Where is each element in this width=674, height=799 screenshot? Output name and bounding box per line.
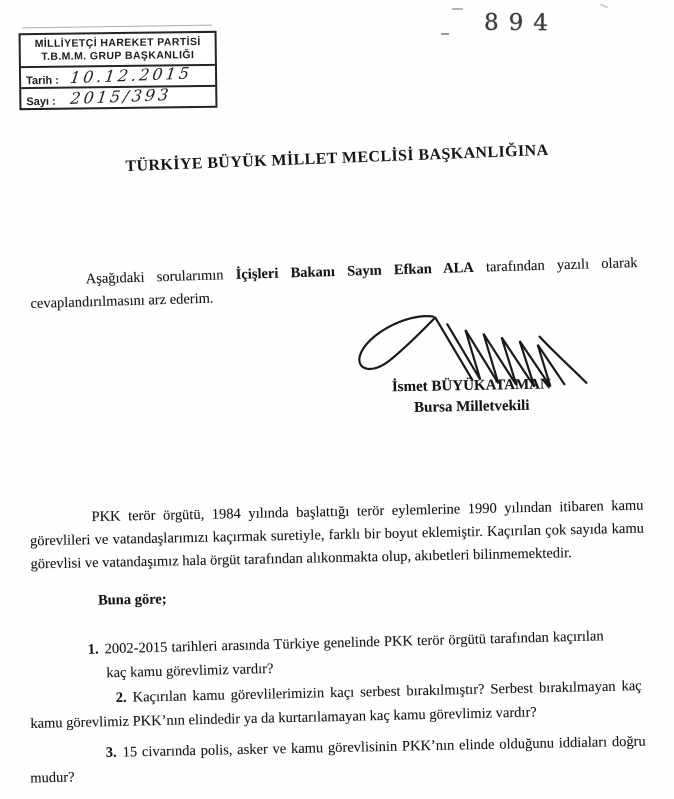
page-number-stamp: 894 xyxy=(483,9,558,37)
question-item-3 xyxy=(30,729,647,790)
intro-text-before: Aşağıdaki sorularımın xyxy=(85,266,236,287)
body-paragraph: PKK terör örgütü, 1984 yılında başlattığı terör eylemlerine 1990 yılından itibaren kamu görevlileri ve vatandaşlarımızı kaçırmak suretiyle, farklı bir boyut eklemiştir. Kaçırılan çok sayıda kamu görevlisi ve vatandaşımız hala örgüt tarafından alıkonmakta olup, akıbetleri bilinmemektedir. xyxy=(29,497,645,572)
stamp-party-name: MİLLİYETÇİ HAREKET PARTİSİ xyxy=(34,35,201,51)
question-number: 1. xyxy=(87,640,99,658)
scan-artifact xyxy=(452,8,463,10)
stamp-edge-artifact xyxy=(22,25,212,29)
question-number: 3. xyxy=(105,744,117,761)
questions-header: Buna göre; xyxy=(97,591,167,609)
scan-artifact xyxy=(441,33,449,35)
party-stamp xyxy=(19,31,218,110)
stamp-date-value: 10.12.2015 xyxy=(68,63,194,88)
signatory-role: Bursa Milletvekili xyxy=(413,397,530,416)
stamp-number-value: 2015/393 xyxy=(69,85,173,108)
question-text: Kaçırılan kamu görevlilerimizin kaçı serbest bırakılmıştır? Serbest bırakılmayan kaç kamu görevlimiz PKK’nın elindedir ya da kurtarılamayan kaç kamu görevlimiz vardır? xyxy=(30,677,642,732)
intro-minister-name: İçişleri Bakanı Sayın Efkan ALA xyxy=(235,259,475,283)
stamp-date-row xyxy=(21,63,215,88)
stamp-office-name: T.B.M.M. GRUP BAŞKANLIĞI xyxy=(41,49,195,63)
stamp-number-row xyxy=(21,85,215,108)
signatory-name: İsmet BÜYÜKATAMAN xyxy=(391,376,552,396)
stamp-number-label: Sayı : xyxy=(26,95,56,109)
scan-artifact xyxy=(600,3,608,8)
signature-block xyxy=(337,306,591,420)
question-number: 2. xyxy=(115,689,127,706)
document-title: TÜRKİYE BÜYÜK MİLLET MECLİSİ BAŞKANLIĞINA xyxy=(125,141,549,176)
question-text: 2002-2015 tarihleri arasında Türkiye genelinde PKK terör örgütü tarafından kaçırılan kaç kamu görevlimiz vardır? xyxy=(104,627,604,681)
stamp-date-label: Tarih : xyxy=(26,74,59,88)
intro-text-after: tarafından yazılı olarak cevaplandırılmasını arz ederim. xyxy=(30,254,638,312)
question-text: 15 civarında polis, asker ve kamu görevlisinin PKK’nın elinde olduğunu iddiaları doğru mudur? xyxy=(30,733,646,786)
